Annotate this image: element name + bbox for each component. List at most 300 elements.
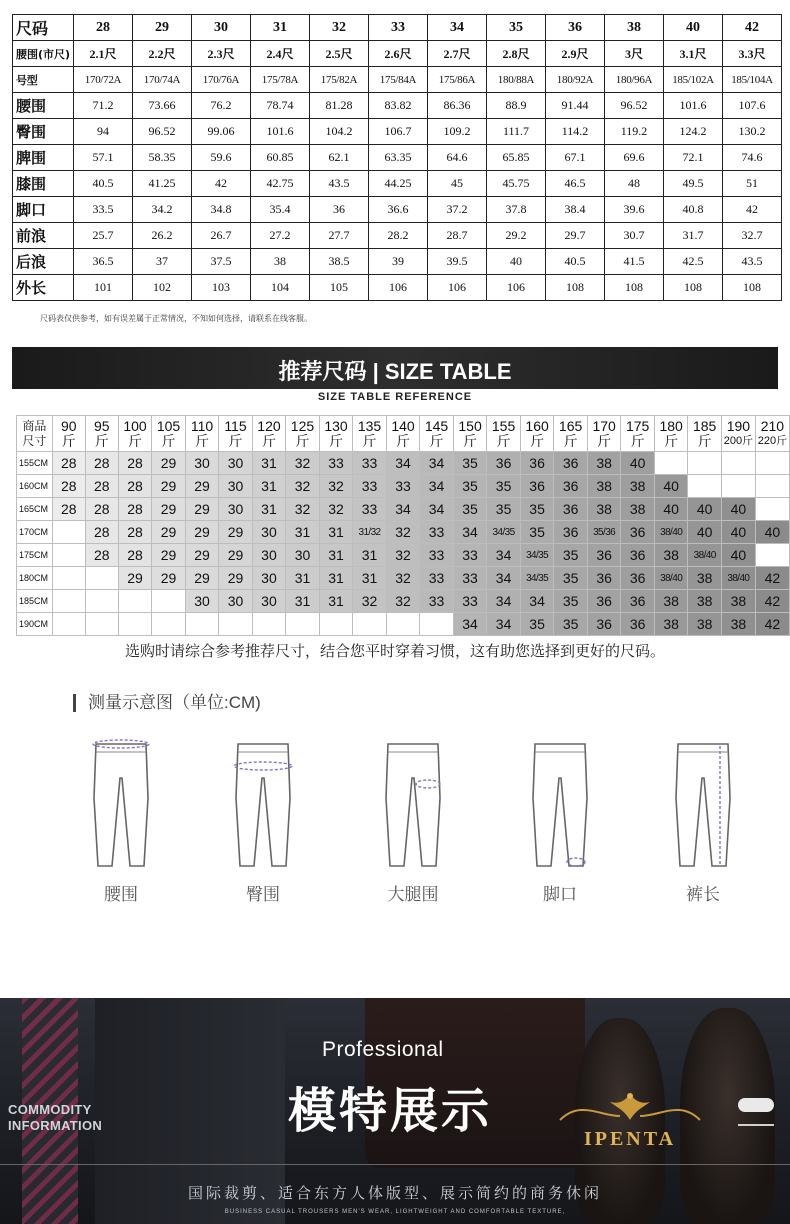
recommend-cell: 34	[487, 567, 521, 590]
recommend-cell: 30	[185, 590, 218, 613]
recommend-cell: 36	[554, 521, 588, 544]
size-cell: 170/76A	[192, 67, 251, 93]
size-cell: 29.7	[546, 223, 605, 249]
recommend-cell	[755, 452, 789, 475]
recommend-weight-header	[654, 416, 688, 452]
recommend-corner-cell	[17, 416, 53, 452]
size-row	[13, 119, 782, 145]
recommend-weight-header	[487, 416, 521, 452]
recommend-cell: 32	[286, 475, 320, 498]
size-cell: 3.3尺	[723, 41, 782, 67]
recommend-cell	[386, 613, 420, 636]
size-cell: 73.66	[133, 93, 192, 119]
recommend-cell: 36	[587, 590, 621, 613]
recommend-cell: 36	[520, 475, 554, 498]
crown-ornament-icon	[540, 1090, 720, 1130]
size-cell: 41.25	[133, 171, 192, 197]
size-cell: 107.6	[723, 93, 782, 119]
recommend-cell: 32	[386, 521, 420, 544]
brand-logo	[540, 1090, 720, 1156]
recommend-cell	[85, 590, 118, 613]
recommend-size-table	[16, 415, 790, 636]
recommend-cell: 31	[252, 475, 286, 498]
size-cell: 130.2	[723, 119, 782, 145]
recommend-row	[17, 590, 790, 613]
commodity-line-1: COMMODITY	[8, 1102, 92, 1117]
recommend-weight-text: 200斤	[723, 434, 754, 447]
size-cell: 101.6	[251, 119, 310, 145]
recommend-weight-text: 斤	[295, 432, 310, 449]
model-showcase	[0, 998, 790, 1224]
size-row-label: 后浪	[13, 249, 74, 275]
recommend-cell: 30	[219, 590, 252, 613]
recommend-row	[17, 475, 790, 498]
recommend-cell: 38	[621, 498, 655, 521]
size-cell: 30.7	[605, 223, 664, 249]
bottom-slogan-en: BUSINESS CASUAL TROUSERS MEN'S WEAR, LIGHTWEIGHT AND COMFORTABLE TEXTURE,	[224, 1209, 566, 1215]
size-cell: 175/82A	[310, 67, 369, 93]
recommend-cell: 38	[688, 567, 722, 590]
recommend-weight-text: 斤	[429, 432, 444, 449]
recommend-cell: 35/36	[587, 521, 621, 544]
size-cell: 119.2	[605, 119, 664, 145]
recommend-row-label: 165CM	[17, 498, 53, 521]
recommend-corner-text: 尺寸	[22, 433, 47, 448]
size-cell: 40.8	[664, 197, 723, 223]
size-header-cell: 28	[74, 15, 133, 41]
recommend-cell: 35	[554, 567, 588, 590]
recommend-row	[17, 544, 790, 567]
recommend-cell: 31	[252, 452, 286, 475]
recommend-cell: 36	[587, 544, 621, 567]
recommend-cell: 28	[85, 498, 118, 521]
recommend-cell: 35	[487, 475, 521, 498]
recommend-weight-text: 95	[93, 417, 110, 434]
figure-waist-label: 腰围	[104, 885, 138, 904]
size-cell: 83.82	[369, 93, 428, 119]
size-row-label: 腰围(市尺)	[13, 41, 74, 67]
figure-waist	[66, 738, 176, 905]
recommend-cell: 28	[118, 498, 152, 521]
size-cell: 71.2	[74, 93, 133, 119]
size-header-cell: 30	[192, 15, 251, 41]
recommend-cell: 35	[453, 475, 487, 498]
recommend-weight-text: 斤	[396, 432, 411, 449]
size-chart	[12, 14, 781, 301]
size-cell: 42	[723, 197, 782, 223]
recommend-cell: 42	[755, 567, 789, 590]
recommend-cell: 38/40	[688, 544, 722, 567]
size-row	[13, 223, 782, 249]
recommend-cell: 29	[185, 544, 218, 567]
size-cell: 35.4	[251, 197, 310, 223]
size-row-label: 腰围	[13, 93, 74, 119]
commodity-line-2: INFORMATION	[8, 1118, 103, 1133]
recommend-cell: 32	[286, 452, 320, 475]
size-header-cell: 42	[723, 15, 782, 41]
recommend-cell: 28	[85, 521, 118, 544]
size-cell: 105	[310, 275, 369, 301]
recommend-weight-text: 165	[558, 417, 583, 434]
recommend-cell: 33	[453, 590, 487, 613]
size-cell: 40.5	[546, 249, 605, 275]
recommend-cell: 42	[755, 590, 789, 613]
size-cell: 2.7尺	[428, 41, 487, 67]
recommend-cell	[252, 613, 286, 636]
size-cell: 103	[192, 275, 251, 301]
recommend-cell: 40	[721, 498, 755, 521]
size-cell: 37	[133, 249, 192, 275]
size-cell: 96.52	[133, 119, 192, 145]
recommend-row-label: 180CM	[17, 567, 53, 590]
recommend-cell: 29	[219, 521, 252, 544]
recommend-weight-text: 斤	[496, 432, 511, 449]
recommend-cell: 32	[386, 544, 420, 567]
recommend-weight-header	[386, 416, 420, 452]
recommend-weight-text: 140	[391, 417, 415, 434]
recommend-cell: 30	[252, 521, 286, 544]
figure-hem-label: 脚口	[543, 885, 577, 904]
size-cell: 39.6	[605, 197, 664, 223]
recommend-cell: 38	[721, 590, 755, 613]
recommend-cell: 36	[621, 567, 655, 590]
size-row-label: 膝围	[13, 171, 74, 197]
recommend-row-label: 155CM	[17, 452, 53, 475]
recommend-cell: 34/35	[487, 521, 521, 544]
recommend-cell	[654, 452, 688, 475]
recommend-cell: 33	[353, 452, 387, 475]
size-cell: 94	[74, 119, 133, 145]
size-header-row	[13, 15, 782, 41]
size-cell: 37.8	[487, 197, 546, 223]
recommend-cell: 31	[252, 498, 286, 521]
recommend-note: 选购时请综合参考推荐尺寸，结合您平时穿着习惯，这有助您选择到更好的尺码。	[124, 643, 665, 660]
recommend-cell: 29	[152, 452, 186, 475]
size-cell: 2.3尺	[192, 41, 251, 67]
recommend-cell: 34/35	[520, 544, 554, 567]
size-cell: 76.2	[192, 93, 251, 119]
size-cell: 42	[192, 171, 251, 197]
pants-hem-icon	[525, 738, 595, 870]
recommend-cell	[85, 613, 118, 636]
recommend-cell: 28	[118, 452, 152, 475]
recommend-cell: 38/40	[654, 521, 688, 544]
recommend-cell: 40	[688, 498, 722, 521]
size-cell: 36.5	[74, 249, 133, 275]
recommend-weight-text: 110	[190, 417, 214, 434]
size-cell: 114.2	[546, 119, 605, 145]
recommend-weight-header	[721, 416, 755, 452]
size-row	[13, 249, 782, 275]
recommend-cell: 33	[420, 521, 454, 544]
size-cell: 45	[428, 171, 487, 197]
recommend-weight-text: 120	[257, 417, 281, 434]
size-cell: 33.5	[74, 197, 133, 223]
recommend-cell: 29	[185, 567, 218, 590]
size-cell: 185/102A	[664, 67, 723, 93]
recommend-cell: 36	[621, 544, 655, 567]
recommend-cell: 40	[621, 452, 655, 475]
recommend-cell: 36	[554, 475, 588, 498]
recommend-cell: 29	[152, 521, 186, 544]
recommend-cell: 40	[688, 521, 722, 544]
recommend-weight-header	[554, 416, 588, 452]
recommend-cell: 36	[621, 590, 655, 613]
recommend-weight-text: 斤	[697, 432, 712, 449]
recommend-cell: 29	[219, 567, 252, 590]
recommend-cell	[353, 613, 387, 636]
recommend-cell: 32	[286, 498, 320, 521]
recommend-cell: 38	[654, 544, 688, 567]
size-cell: 64.6	[428, 145, 487, 171]
recommend-weight-header	[319, 416, 353, 452]
recommend-cell: 34	[487, 590, 521, 613]
size-header-cell: 31	[251, 15, 310, 41]
recommend-cell: 36	[621, 613, 655, 636]
size-cell: 106	[487, 275, 546, 301]
size-cell: 175/86A	[428, 67, 487, 93]
recommend-cell	[152, 613, 186, 636]
recommend-weight-header	[118, 416, 152, 452]
size-cell: 38.5	[310, 249, 369, 275]
size-header-cell: 32	[310, 15, 369, 41]
recommend-cell: 35	[554, 590, 588, 613]
recommend-cell: 40	[721, 544, 755, 567]
size-cell: 43.5	[310, 171, 369, 197]
recommend-cell: 32	[386, 567, 420, 590]
size-cell: 108	[664, 275, 723, 301]
recommend-weight-text: 斤	[195, 432, 210, 449]
pants-hip-icon	[228, 738, 298, 870]
recommend-weight-text: 斤	[664, 432, 679, 449]
toggle-bar-icon	[738, 1124, 774, 1126]
recommend-cell: 32	[319, 475, 353, 498]
recommend-weight-header	[621, 416, 655, 452]
recommend-cell: 35	[520, 521, 554, 544]
size-cell: 74.6	[723, 145, 782, 171]
size-row	[13, 275, 782, 301]
recommend-cell	[52, 521, 85, 544]
size-header-cell: 40	[664, 15, 723, 41]
size-header-cell: 36	[546, 15, 605, 41]
size-cell: 36.6	[369, 197, 428, 223]
size-cell: 42.5	[664, 249, 723, 275]
recommend-cell: 42	[755, 613, 789, 636]
recommend-cell: 28	[85, 475, 118, 498]
recommend-cell: 29	[152, 498, 186, 521]
recommend-cell	[118, 590, 152, 613]
recommend-cell	[420, 613, 454, 636]
size-cell: 26.2	[133, 223, 192, 249]
recommend-cell: 28	[52, 475, 85, 498]
figure-hip	[208, 738, 318, 905]
recommend-cell: 35	[453, 452, 487, 475]
size-header-cell: 29	[133, 15, 192, 41]
size-header-label: 尺码	[13, 15, 74, 41]
recommend-cell: 31	[319, 521, 353, 544]
recommend-weight-text: 115	[224, 417, 247, 434]
size-cell: 62.1	[310, 145, 369, 171]
recommend-cell: 29	[185, 521, 218, 544]
recommend-cell: 29	[152, 567, 186, 590]
recommend-cell: 40	[654, 475, 688, 498]
size-cell: 42.75	[251, 171, 310, 197]
recommend-cell: 30	[252, 544, 286, 567]
size-cell: 69.6	[605, 145, 664, 171]
recommend-cell: 34	[487, 544, 521, 567]
size-cell: 101	[74, 275, 133, 301]
size-cell: 170/72A	[74, 67, 133, 93]
size-cell: 72.1	[664, 145, 723, 171]
recommend-cell: 31	[319, 590, 353, 613]
recommend-weight-text: 175	[625, 417, 650, 434]
recommend-weight-text: 斤	[362, 432, 377, 449]
size-row-label: 脾围	[13, 145, 74, 171]
recommend-weight-text: 155	[491, 417, 516, 434]
pants-waist-icon	[86, 738, 156, 870]
recommend-cell	[85, 567, 118, 590]
recommend-cell: 40	[721, 521, 755, 544]
size-cell: 65.85	[487, 145, 546, 171]
recommend-cell: 28	[85, 544, 118, 567]
recommend-cell: 30	[252, 590, 286, 613]
size-cell: 46.5	[546, 171, 605, 197]
figure-thigh	[358, 738, 468, 905]
recommend-weight-text: 190	[726, 417, 751, 434]
recommend-cell: 33	[420, 567, 454, 590]
size-cell: 38	[251, 249, 310, 275]
recommend-row	[17, 521, 790, 544]
recommend-weight-text: 斤	[228, 432, 243, 449]
recommend-cell: 30	[286, 544, 320, 567]
size-cell: 40.5	[74, 171, 133, 197]
recommend-weight-text: 160	[525, 417, 549, 434]
size-cell: 106	[428, 275, 487, 301]
recommend-cell: 35	[487, 498, 521, 521]
model-title: 模特展示	[288, 1085, 493, 1138]
brand-logo-text: IPENTA	[583, 1128, 677, 1150]
size-cell: 37.5	[192, 249, 251, 275]
figure-length-label: 裤长	[686, 885, 720, 904]
recommend-cell: 36	[487, 452, 521, 475]
figure-thigh-label: 大腿围	[387, 885, 439, 904]
bottom-slogan-cn: 国际裁剪、适合东方人体版型、展示简约的商务休闲	[187, 1185, 602, 1202]
size-cell: 2.6尺	[369, 41, 428, 67]
recommend-cell: 36	[587, 567, 621, 590]
size-cell: 51	[723, 171, 782, 197]
recommend-cell: 33	[453, 544, 487, 567]
commodity-info-label	[8, 1102, 102, 1134]
size-row	[13, 67, 782, 93]
recommend-cell: 36	[587, 613, 621, 636]
recommend-cell: 38	[721, 613, 755, 636]
recommend-cell	[755, 544, 789, 567]
recommend-cell: 28	[52, 498, 85, 521]
recommend-cell: 33	[453, 567, 487, 590]
recommend-cell	[721, 475, 755, 498]
size-cell: 185/104A	[723, 67, 782, 93]
recommend-weight-text: 105	[156, 417, 181, 434]
size-cell: 96.52	[605, 93, 664, 119]
recommend-cell: 35	[554, 613, 588, 636]
size-cell: 180/88A	[487, 67, 546, 93]
recommend-cell: 34	[420, 498, 454, 521]
recommend-cell: 29	[152, 475, 186, 498]
recommend-cell	[52, 567, 85, 590]
toggle-pill-icon	[738, 1098, 774, 1112]
recommend-cell: 34	[453, 521, 487, 544]
recommend-cell: 33	[319, 452, 353, 475]
recommend-cell	[52, 590, 85, 613]
size-cell: 25.7	[74, 223, 133, 249]
recommend-cell	[688, 475, 722, 498]
size-cell: 27.2	[251, 223, 310, 249]
recommend-cell: 29	[219, 544, 252, 567]
recommend-cell: 33	[386, 475, 420, 498]
size-cell: 58.35	[133, 145, 192, 171]
recommend-cell: 34	[520, 590, 554, 613]
size-cell: 34.2	[133, 197, 192, 223]
recommend-weight-text: 100	[123, 417, 147, 434]
recommend-weight-text: 斤	[630, 432, 645, 449]
recommend-cell: 40	[755, 521, 789, 544]
recommend-weight-text: 145	[424, 417, 449, 434]
recommend-weight-header	[85, 416, 118, 452]
recommend-row	[17, 498, 790, 521]
recommend-row	[17, 452, 790, 475]
recommend-cell: 38/40	[654, 567, 688, 590]
recommend-weight-header	[52, 416, 85, 452]
recommend-weight-header	[286, 416, 320, 452]
size-cell: 106.7	[369, 119, 428, 145]
size-cell: 175/84A	[369, 67, 428, 93]
recommend-cell: 29	[152, 544, 186, 567]
recommend-weight-header	[420, 416, 454, 452]
size-cell: 49.5	[664, 171, 723, 197]
recommend-weight-text: 斤	[463, 432, 478, 449]
size-cell: 28.2	[369, 223, 428, 249]
recommend-cell: 34/35	[520, 567, 554, 590]
recommend-cell	[118, 613, 152, 636]
size-header-cell: 35	[487, 15, 546, 41]
recommend-row-label: 160CM	[17, 475, 53, 498]
size-cell: 108	[723, 275, 782, 301]
recommend-cell: 33	[420, 590, 454, 613]
recommend-cell: 34	[420, 475, 454, 498]
recommend-weight-header	[755, 416, 789, 452]
size-row	[13, 145, 782, 171]
size-cell: 60.85	[251, 145, 310, 171]
size-cell: 2.5尺	[310, 41, 369, 67]
size-cell: 34.8	[192, 197, 251, 223]
recommend-row-label: 175CM	[17, 544, 53, 567]
figure-hem	[505, 738, 615, 905]
recommend-cell: 32	[353, 590, 387, 613]
size-header-cell: 33	[369, 15, 428, 41]
recommend-cell: 35	[520, 498, 554, 521]
recommend-cell: 29	[118, 567, 152, 590]
recommend-weight-text: 185	[692, 417, 717, 434]
recommend-cell: 31	[319, 544, 353, 567]
recommend-cell	[152, 590, 186, 613]
size-cell: 48	[605, 171, 664, 197]
recommend-weight-text: 斤	[261, 432, 276, 449]
recommend-cell: 38	[587, 498, 621, 521]
size-chart-table	[12, 14, 782, 301]
size-row-label: 脚口	[13, 197, 74, 223]
size-cell: 108	[605, 275, 664, 301]
size-cell: 41.5	[605, 249, 664, 275]
